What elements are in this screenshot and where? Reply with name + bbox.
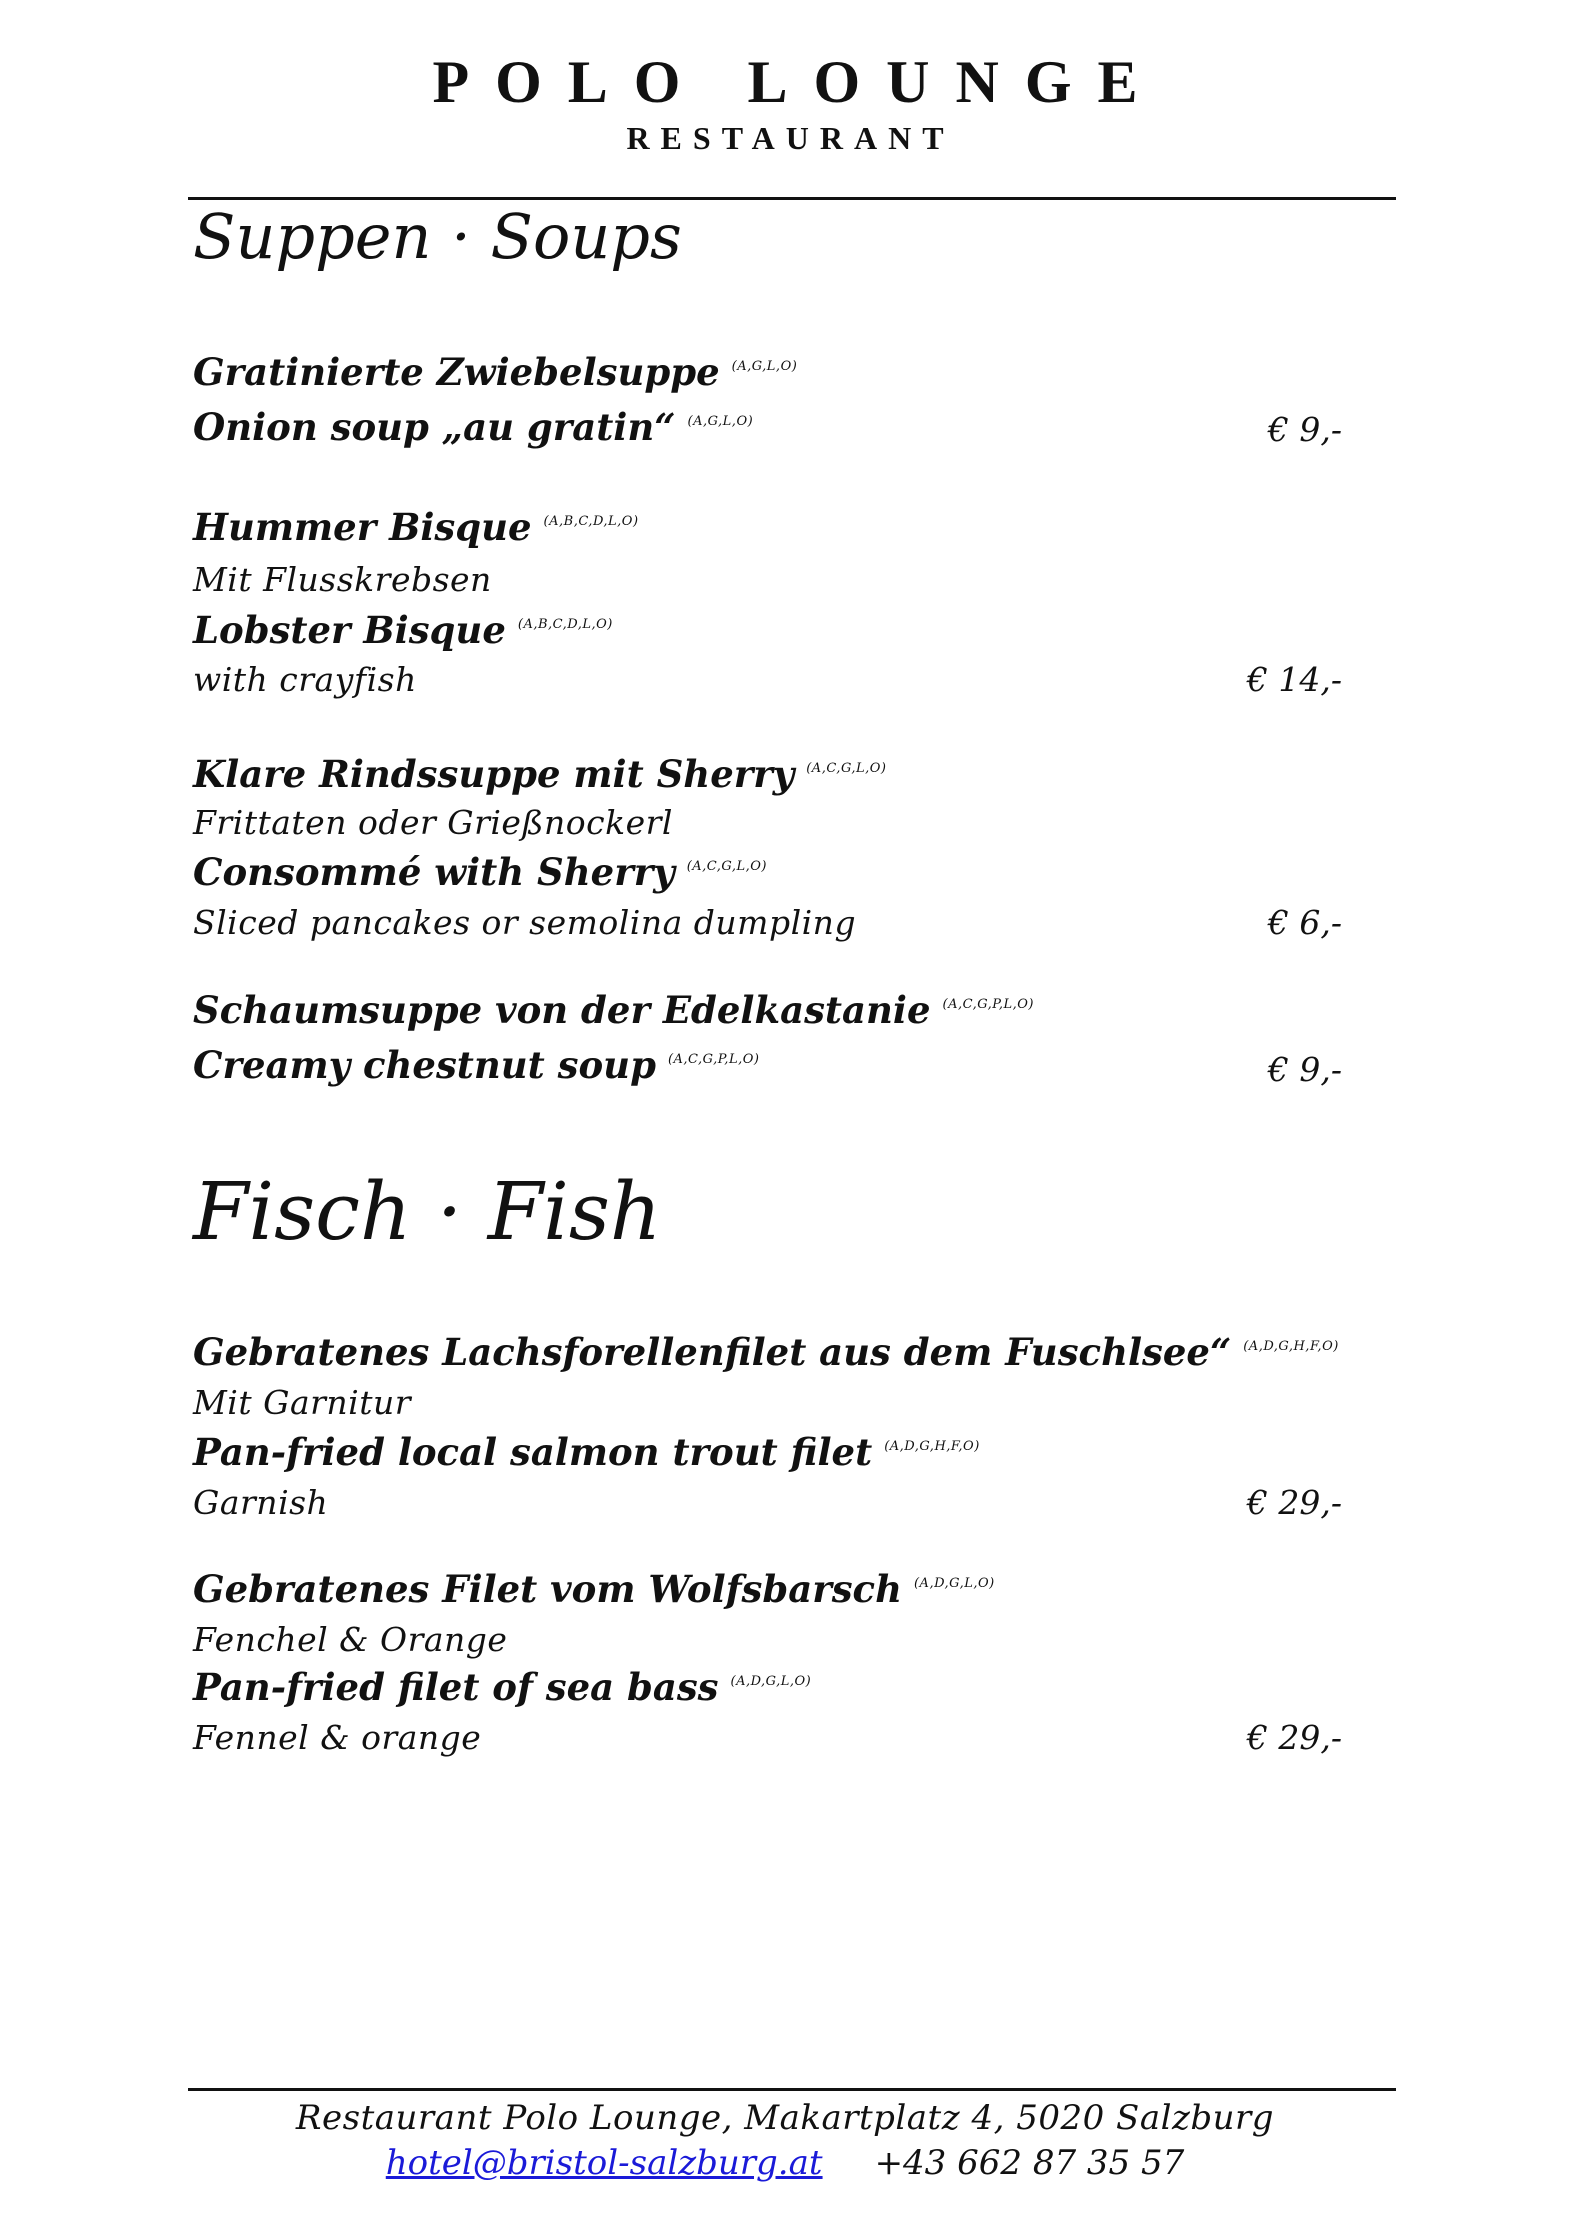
allergen-codes: (A,D,G,H,F,O) (884, 1439, 980, 1454)
section-title-fish: Fisch · Fish (193, 1165, 662, 1258)
allergen-codes: (A,D,G,H,F,O) (1243, 1339, 1339, 1354)
menu-item-name: Pan-fried filet of sea bass $^{(A,D,G,L,O)}$ (193, 1665, 812, 1709)
allergen-codes: (A,C,G,L,O) (686, 859, 767, 874)
menu-item-name: Schaumsuppe von der Edelkastanie $^{(A,C,G,P,L,O)}$ (193, 988, 1035, 1032)
menu-item-description: Mit Flusskrebsen (193, 560, 492, 599)
menu-item-name: Onion soup „au gratin“ $^{(A,G,L,O)}$ (193, 405, 754, 449)
footer-contact (0, 2143, 1570, 2183)
menu-item-description: with crayfish (193, 660, 417, 699)
menu-item-description: Mit Garnitur (193, 1383, 412, 1422)
allergen-codes: (A,C,G,P,L,O) (942, 997, 1035, 1012)
phone-number: +43 662 87 35 57 (874, 2143, 1185, 2183)
menu-item-price: € 9,- (1267, 410, 1342, 449)
menu-item-price: € 6,- (1267, 903, 1342, 942)
menu-item-name: Consommé with Sherry $^{(A,C,G,L,O)}$ (193, 850, 767, 894)
allergen-codes: (A,B,C,D,L,O) (543, 514, 639, 529)
menu-item-description: Fenchel & Orange (193, 1620, 508, 1659)
menu-item-price: € 9,- (1267, 1050, 1342, 1089)
menu-item-name: Gebratenes Lachsforellenfilet aus dem Fuschlsee“ $^{(A,D,G,H,F,O)}$ (193, 1330, 1339, 1374)
section-title-soups: Suppen · Soups (193, 200, 682, 273)
menu-item-description: Fennel & orange (193, 1718, 482, 1757)
menu-item-name: Klare Rindssuppe mit Sherry $^{(A,C,G,L,O)}$ (193, 752, 887, 796)
menu-item-name: Gebratenes Filet vom Wolfsbarsch $^{(A,D,G,L,O)}$ (193, 1567, 995, 1611)
menu-item-name: Lobster Bisque $^{(A,B,C,D,L,O)}$ (193, 608, 613, 652)
allergen-codes: (A,C,G,L,O) (806, 761, 887, 776)
allergen-codes: (A,D,G,L,O) (730, 1674, 812, 1689)
menu-item-name: Hummer Bisque $^{(A,B,C,D,L,O)}$ (193, 505, 639, 549)
allergen-codes: (A,C,G,P,L,O) (667, 1052, 760, 1067)
restaurant-subtitle: RESTAURANT (626, 120, 955, 156)
allergen-codes: (A,B,C,D,L,O) (517, 617, 613, 632)
menu-item-name: Gratinierte Zwiebelsuppe $^{(A,G,L,O)}$ (193, 350, 798, 394)
restaurant-title: POLO LOUNGE (432, 49, 1164, 115)
menu-item-price: € 14,- (1246, 660, 1342, 699)
footer-address: Restaurant Polo Lounge, Makartplatz 4, 5020 Salzburg (295, 2098, 1275, 2138)
menu-item-price: € 29,- (1246, 1483, 1342, 1522)
allergen-codes: (A,D,G,L,O) (913, 1576, 995, 1591)
menu-item-description: Garnish (193, 1483, 329, 1522)
menu-item-description: Frittaten oder Grießnockerl (193, 803, 673, 842)
menu-item-name: Pan-fried local salmon trout filet $^{(A,D,G,H,F,O)}$ (193, 1430, 980, 1474)
email-link[interactable]: hotel@bristol-salzburg.at (385, 2143, 823, 2183)
allergen-codes: (A,G,L,O) (731, 359, 798, 374)
menu-item-price: € 29,- (1246, 1718, 1342, 1757)
menu-item-name: Creamy chestnut soup $^{(A,C,G,P,L,O)}$ (193, 1043, 760, 1087)
menu-item-description: Sliced pancakes or semolina dumpling (193, 903, 857, 942)
footer-divider (188, 2088, 1396, 2091)
allergen-codes: (A,G,L,O) (687, 414, 754, 429)
